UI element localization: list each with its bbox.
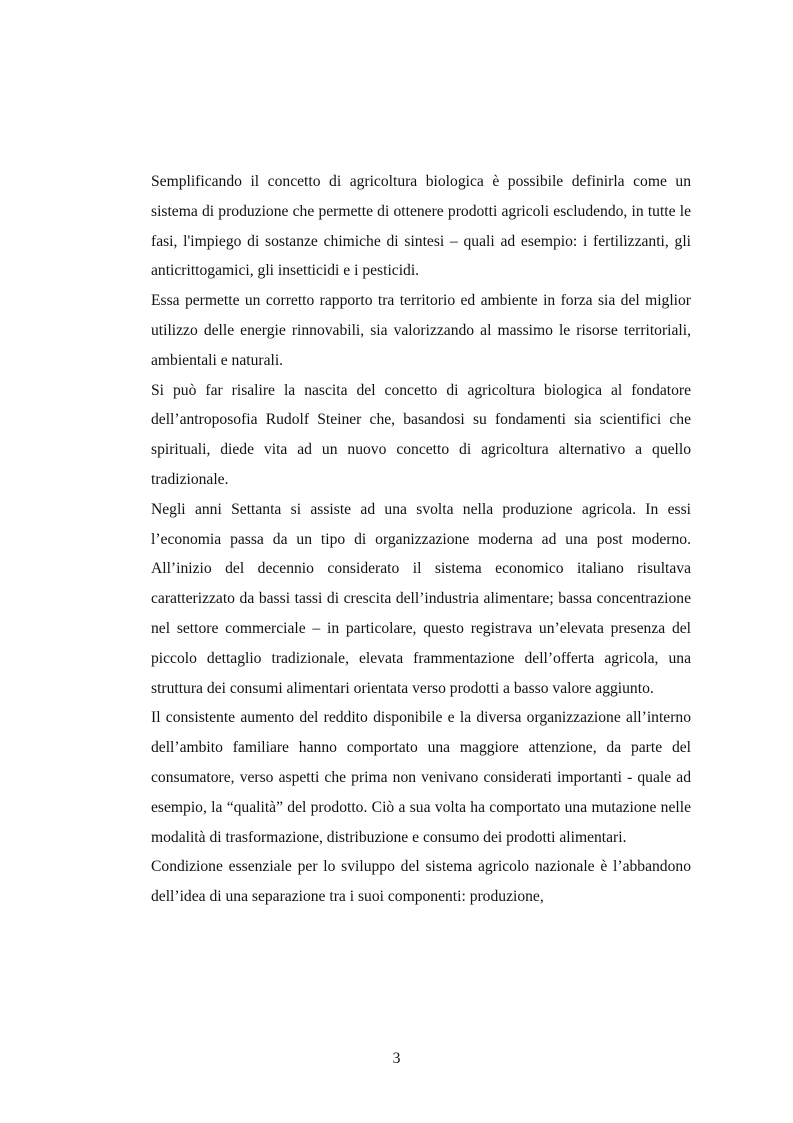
paragraph-essential-condition: Condizione essenziale per lo sviluppo del sistema agricolo nazionale è l’abbandono dell’idea di una separazione tra i suoi componenti: produzione,	[151, 858, 691, 906]
body-text	[151, 167, 691, 912]
paragraph-territory-environment: Essa permette un corretto rapporto tra territorio ed ambiente in forza sia del miglior utilizzo delle energie rinnovabili, sia valorizzando al massimo le risorse territoriali, ambientali e naturali.	[151, 292, 691, 369]
paragraph-organic-definition: Semplificando il concetto di agricoltura biologica è possibile definirla come un sistema di produzione che permette di ottenere prodotti agricoli escludendo, in tutte le fasi, l'impiego di sostanze chimiche di sintesi – quali ad esempio: i fertilizzanti, gli anticrittogamici, gli insetticidi e i pesticidi.	[151, 173, 691, 280]
paragraph-income-quality: Il consistente aumento del reddito disponibile e la diversa organizzazione all’interno dell’ambito familiare hanno comportato una maggiore attenzione, da parte del consumatore, verso aspetti che prima non venivano considerati importanti - quale ad esempio, la “qualità” del prodotto. Ciò a sua volta ha comportato una mutazione nelle modalità di trasformazione, distribuzione e consumo dei prodotti alimentari.	[151, 709, 691, 846]
paragraph-seventies-shift: Negli anni Settanta si assiste ad una svolta nella produzione agricola. In essi l’economia passa da un tipo di organizzazione moderna ad una post moderno. All’inizio del decennio considerato il sistema economico italiano risultava caratterizzato da bassi tassi di crescita dell’industria alimentare; bassa concentrazione nel settore commerciale – in particolare, questo registrava un’elevata presenza del piccolo dettaglio tradizionale, elevata frammentazione dell’offerta agricola, una struttura dei consumi alimentari orientata verso prodotti a basso valore aggiunto.	[151, 500, 691, 697]
paragraph-steiner-origin: Si può far risalire la nascita del concetto di agricoltura biologica al fondatore dell’antroposofia Rudolf Steiner che, basandosi su fondamenti sia scientifici che spirituali, diede vita ad un nuovo concetto di agricoltura alternativo a quello tradizionale.	[151, 381, 691, 488]
page-number: 3	[392, 1050, 401, 1067]
